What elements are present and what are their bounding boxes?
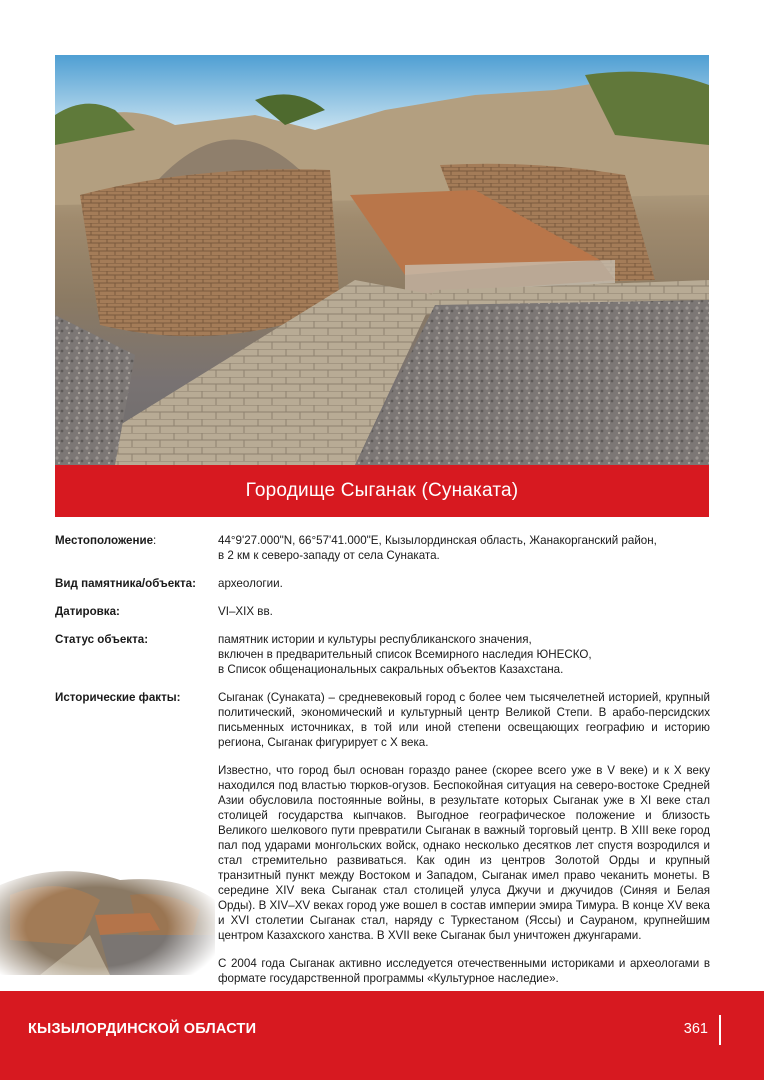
history-label: Исторические факты: xyxy=(55,691,181,704)
dating-row xyxy=(55,604,710,619)
footer-band xyxy=(0,991,764,1080)
page-number-divider xyxy=(719,1015,721,1045)
status-label: Статус объекта: xyxy=(55,633,149,646)
title-band xyxy=(55,465,709,517)
status-line-3: в Список общенациональных сакральных объектов Казахстана. xyxy=(218,663,564,676)
location-value xyxy=(218,533,710,563)
history-paragraph-3: С 2004 года Сыганак активно исследуется отечественными историками и археологами в формате государственной программы «Культурное наследие». xyxy=(218,957,710,985)
location-line-2: в 2 км к северо-западу от села Сунаката. xyxy=(218,549,440,562)
status-line-2: включен в предварительный список Всемирного наследия ЮНЕСКО, xyxy=(218,648,592,661)
history-paragraph-1: Сыганак (Сунаката) – средневековый город с более чем тысячелетней историей, крупный политический, экономический и культурный центр Великой Степи. В арабо-персидских письменных источниках, в той или иной степени освещающих географию и историю региона, Сыганак фигурирует с Х века. xyxy=(218,691,710,749)
history-text xyxy=(218,690,710,986)
location-label-colon: : xyxy=(153,534,157,547)
history-paragraph-2: Известно, что город был основан гораздо ранее (скорее всего уже в V веке) и к Х веку находился под властью тюрков-огузов. Беспокойная ситуация на северо-востоке Средней Азии обусловила постоянные войны, в результате которых Сыганак уже в XI веке стал столицей государства кыпчаков. Выгодное географическое положение и близость Великого шелкового пути превратили Сыганак в важный торговый центр. В XIII веке город пал под ударами монгольских войск, однако несколько десятков лет спустя возродился и стал стремительно развиваться. Как один из центров Золотой Орды и крупный транзитный пункт между Востоком и Западом, Сыганак имел право чеканить монеты. В середине XIV века Сыганак стал столицей улуса Джучи и джучидов (Синяя и Белая Орды). В XIV–XV веках город уже вошел в состав империи эмира Тимура. В конце XV века и XVI столетии Сыганак стал, наряду с Туркестаном (Яссы) и Сaураном, крупнейшим центром Казахского ханства. В XVII веке Сыганак был уничтожен джунгарами. xyxy=(218,764,710,942)
page-number: 361 xyxy=(683,1021,708,1037)
status-line-1: памятник истории и культуры республиканского значения, xyxy=(218,633,532,646)
thumbnail-photo xyxy=(0,855,215,975)
dating-value: VI–XIX вв. xyxy=(218,605,273,618)
type-label: Вид памятника/объекта: xyxy=(55,577,196,590)
location-row xyxy=(55,533,710,563)
location-line-1: 44°9'27.000"N, 66°57'41.000"E, Кызылординская область, Жанакорганский район, xyxy=(218,534,657,547)
page-title: Городище Сыганак (Сунаката) xyxy=(245,480,519,501)
site-photo xyxy=(55,55,709,465)
location-label-text: Местоположение xyxy=(55,534,154,547)
status-value xyxy=(218,632,710,677)
footer-region: КЫЗЫЛОРДИНСКОЙ ОБЛАСТИ xyxy=(28,1021,257,1037)
type-value: археологии. xyxy=(218,577,283,590)
location-label xyxy=(55,533,218,563)
type-row xyxy=(55,576,710,591)
dating-label: Датировка: xyxy=(55,605,120,618)
status-row xyxy=(55,632,710,677)
